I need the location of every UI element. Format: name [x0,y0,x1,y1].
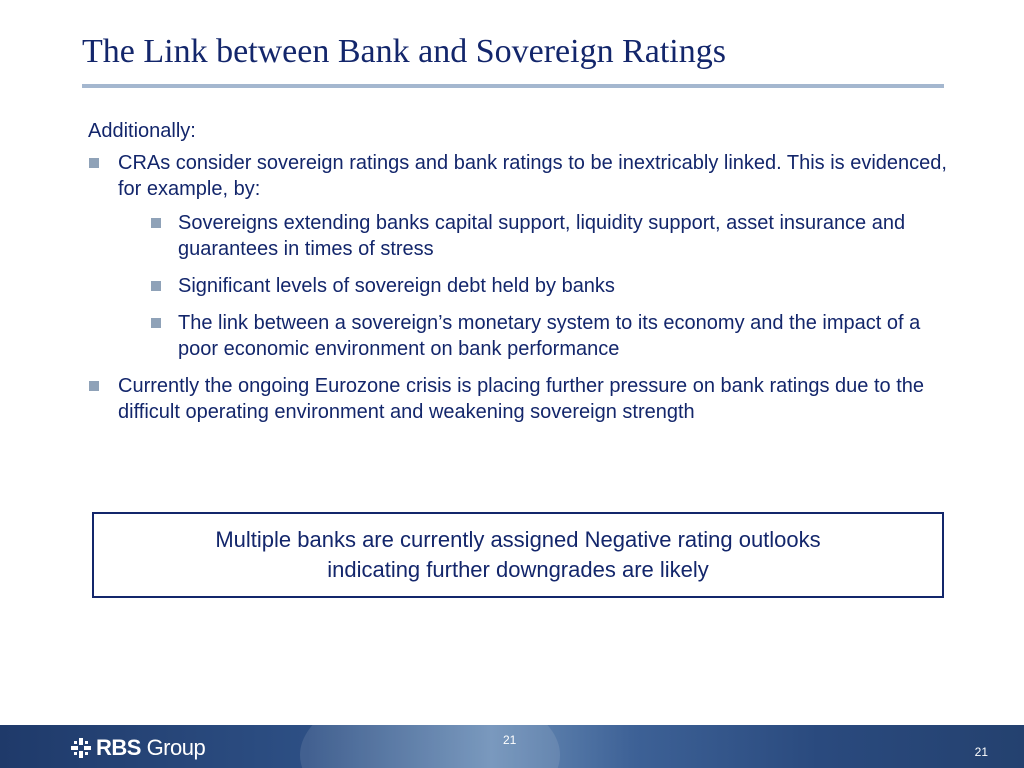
square-bullet-icon [89,158,99,168]
sub-bullet-text: The link between a sovereign’s monetary system to its economy and the impact of a poor economic environment on bank performance [178,312,921,360]
bullet-text: Currently the ongoing Eurozone crisis is placing further pressure on bank ratings due to the difficult operating environment and weakening sovereign strength [118,375,925,423]
sub-bullet-text: Significant levels of sovereign debt held by banks [178,275,615,297]
sub-bullet-item [150,210,948,262]
logo-text-bold: RBS [96,735,141,760]
sub-bullet-list [150,210,948,362]
logo-text-rest: Group [140,735,206,760]
bullet-text: CRAs consider sovereign ratings and bank ratings to be inextricably linked. This is evidenced, for example, by: [118,152,947,200]
footer-bar [0,725,1024,768]
bullet-item [88,150,948,362]
rbs-daisy-icon [70,737,92,759]
intro-text: Additionally: [88,120,196,142]
sub-bullet-item [150,310,948,362]
callout-line-1: Multiple banks are currently assigned Negative rating outlooks [215,527,821,552]
square-bullet-icon [89,381,99,391]
page-number-center: 21 [503,733,517,747]
title-divider [82,84,944,88]
callout-box [92,512,944,598]
bullet-list [88,150,948,425]
page-number-right: 21 [974,745,988,759]
sub-bullet-text: Sovereigns extending banks capital support, liquidity support, asset insurance and guarantees in times of stress [178,212,906,260]
logo-text [96,735,205,761]
square-bullet-icon [151,281,161,291]
sub-bullet-item [150,273,948,299]
bullet-item [88,373,948,425]
callout-line-2: indicating further downgrades are likely [327,557,709,582]
square-bullet-icon [151,318,161,328]
footer-highlight [300,725,560,768]
slide-title: The Link between Bank and Sovereign Ratings [82,33,726,70]
square-bullet-icon [151,218,161,228]
slide-content [88,118,948,433]
rbs-group-logo [70,735,205,761]
